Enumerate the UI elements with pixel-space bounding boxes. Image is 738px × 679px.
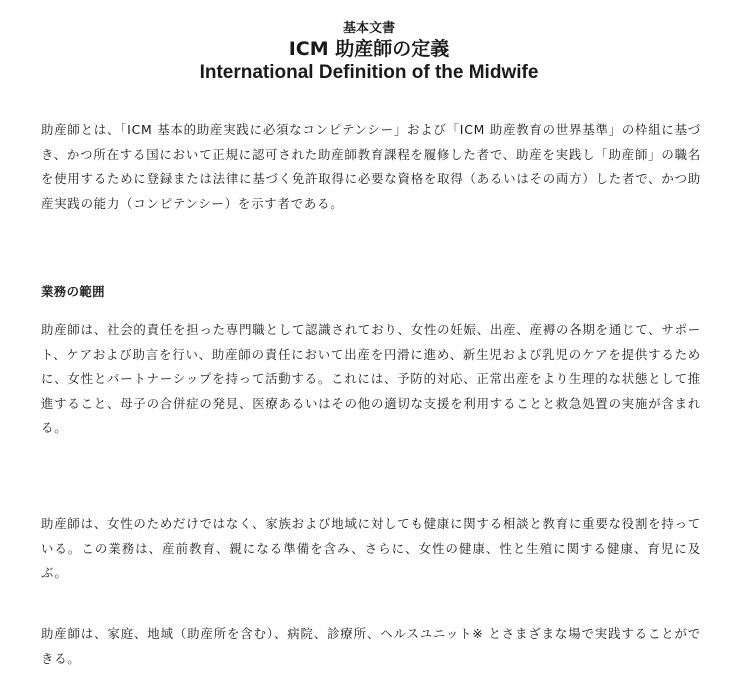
scope-heading: 業務の範囲: [41, 284, 105, 299]
document-header: [0, 18, 738, 85]
document-title-japanese: ICM 助産師の定義: [288, 38, 450, 60]
document-type-label: 基本文書: [342, 21, 395, 36]
scope-paragraph-2: 助産師は、女性のためだけではなく、家族および地域に対しても健康に関する相談と教育に重要な役割を持っている。この業務は、産前教育、親になる準備を含み、さらに、女性の健康、性と生殖に関する健康、育児に及ぶ。: [41, 516, 701, 580]
scope-paragraph-3: 助産師は、家庭、地域（助産所を含む）、病院、診療所、ヘルスユニット※ とさまざまな場で実践することができる。: [41, 626, 701, 666]
scope-paragraph-1: 助産師は、社会的責任を担った専門職として認識されており、女性の妊娠、出産、産褥の各期を通じて、サポート、ケアおよび助言を行い、助産師の責任において出産を円滑に進め、新生児および乳児のケアを提供するために、女性とパートナーシップを持って活動する。これには、予防的対応、正常出産をより生理的な状態として推進すること、母子の合併症の発見、医療あるいはその他の適切な支援を利用することと救急処置の実施が含まれる。: [41, 322, 701, 435]
document-title-english: International Definition of the Midwife: [199, 62, 539, 83]
definition-paragraph: 助産師とは、「ICM 基本的助産実践に必須なコンピテンシー」および「ICM 助産教育の世界基準」の枠組に基づき、かつ所在する国において正規に認可された助産師教育課程を履修した者で、助産を実践し「助産師」の職名を使用するために登録または法律に基づく免許取得に必要な資格を取得（あるいはその両方）した者で、かつ助産実践の能力（コンピテンシー）を示す者である。: [41, 122, 701, 211]
